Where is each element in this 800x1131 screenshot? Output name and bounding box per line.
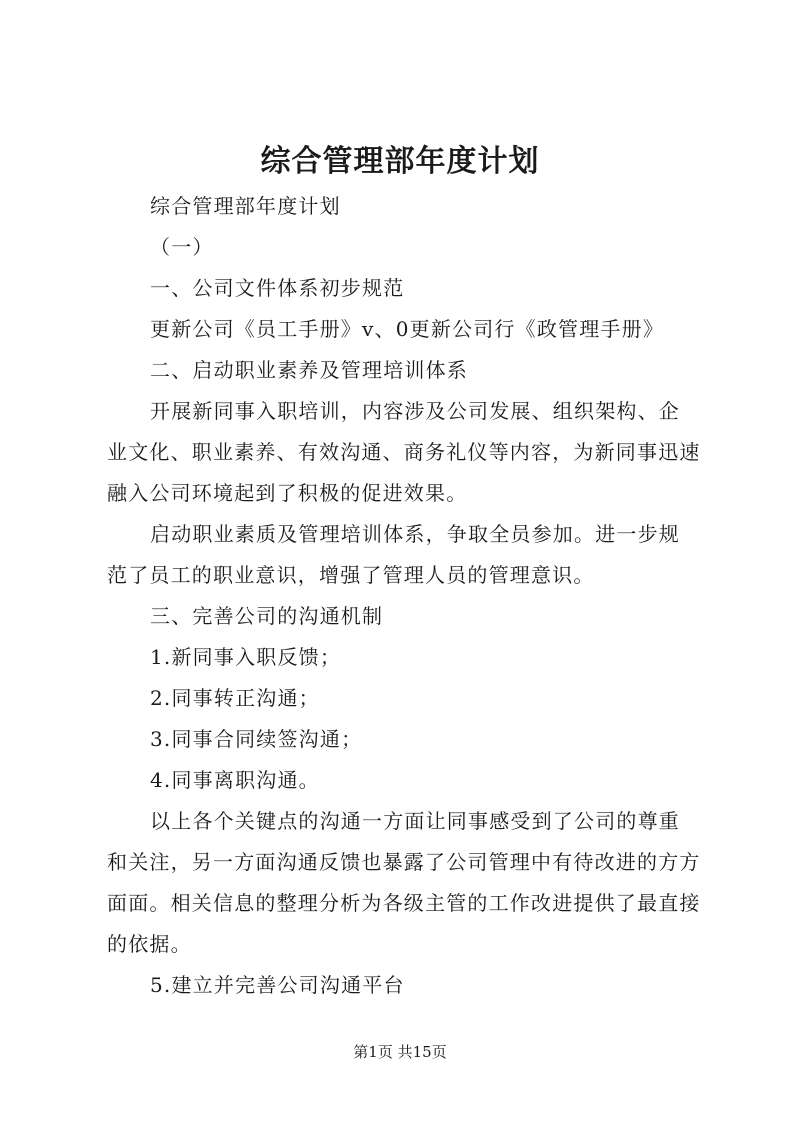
paragraph-manual-update: 更新公司《员工手册》v、0更新公司行《政管理手册》 bbox=[150, 317, 665, 341]
list-item: 1.新同事入职反馈； bbox=[150, 645, 342, 669]
page-number-label: 第1页 共15页 bbox=[353, 1043, 447, 1061]
list-item: 3.同事合同续签沟通； bbox=[150, 727, 363, 751]
document-title: 综合管理部年度计划 bbox=[260, 144, 540, 179]
list-item: 2.同事转正沟通； bbox=[150, 686, 320, 710]
section-heading-2: 二、启动职业素养及管理培训体系 bbox=[150, 358, 468, 382]
section-heading-3: 三、完善公司的沟通机制 bbox=[150, 604, 384, 628]
list-item: 5.建立并完善公司沟通平台 bbox=[150, 973, 405, 997]
document-body bbox=[107, 186, 701, 1006]
list-item: 4.同事离职沟通。 bbox=[150, 768, 320, 792]
section-heading-1: 一、公司文件体系初步规范 bbox=[150, 276, 405, 300]
paragraph-heading: 综合管理部年度计划 bbox=[150, 194, 341, 218]
paragraph-onboarding: 开展新同事入职培训，内容涉及公司发展、组织架构、企业文化、职业素养、有效沟通、商务礼仪等内容，为新同事迅速融入公司环境起到了积极的促进效果。 bbox=[107, 399, 701, 505]
page-footer bbox=[0, 1040, 800, 1064]
paragraph-training-system: 启动职业素质及管理培训体系，争取全员参加。进一步规范了员工的职业意识，增强了管理人员的管理意识。 bbox=[107, 522, 680, 587]
paragraph-communication-summary: 以上各个关键点的沟通一方面让同事感受到了公司的尊重和关注，另一方面沟通反馈也暴露了公司管理中有待改进的方方面面。相关信息的整理分析为各级主管的工作改进提供了最直接的依据。 bbox=[107, 809, 701, 956]
paragraph-section-marker: （一） bbox=[150, 235, 214, 259]
